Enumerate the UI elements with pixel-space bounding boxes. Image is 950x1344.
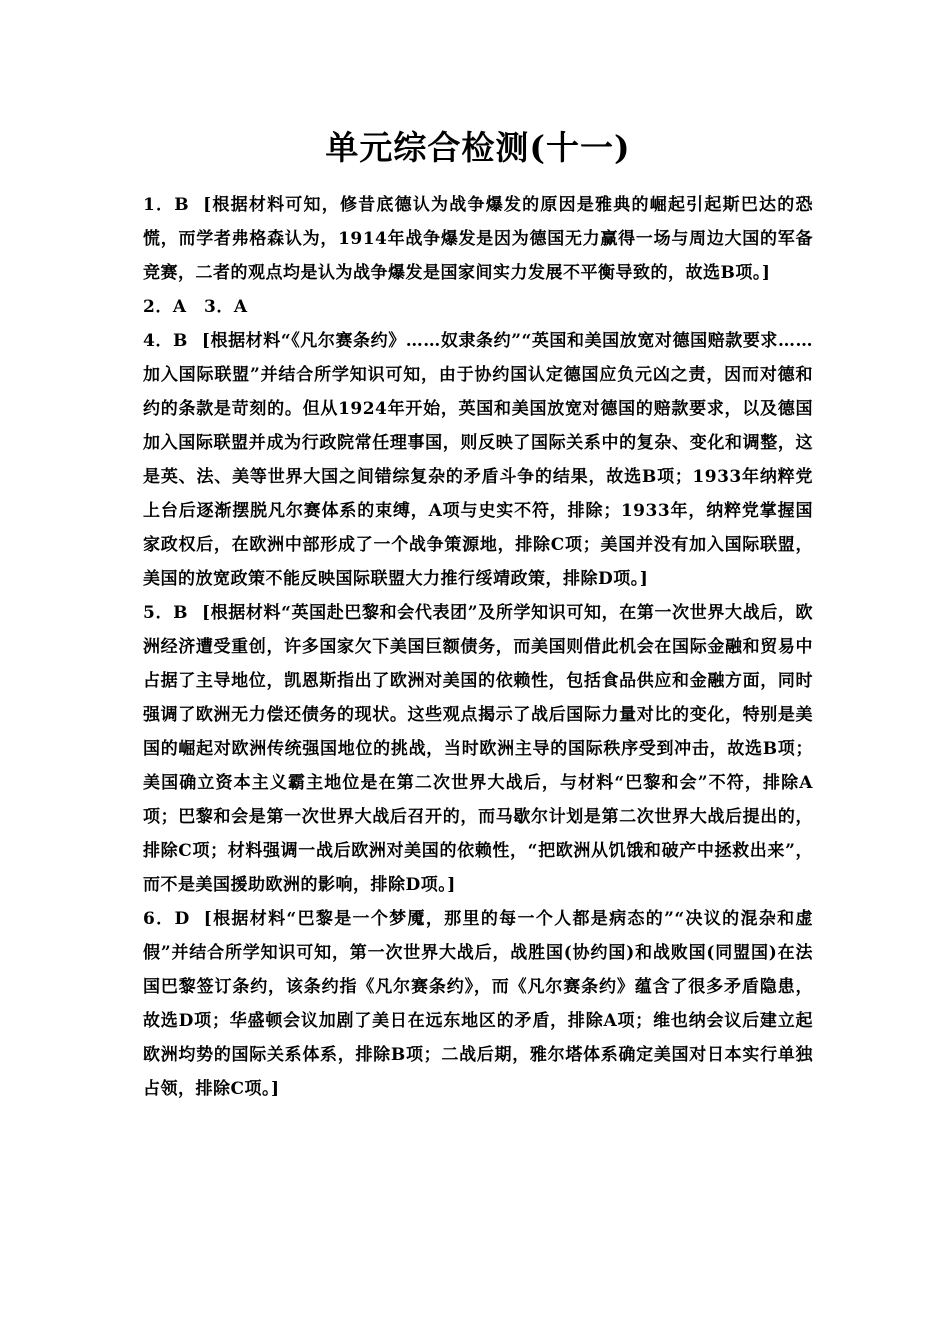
answer-number: 5．B [143, 603, 188, 623]
answer-5 [143, 596, 813, 902]
answer-number: 6．D [143, 909, 190, 929]
answer-4 [143, 324, 813, 596]
answer-number: 1．B [143, 195, 190, 215]
answer-number: 2．A 3．A [143, 297, 248, 317]
answer-number: 4．B [143, 331, 188, 351]
answer-text: [根据材料“《凡尔赛条约》……奴隶条约”“英国和美国放宽对德国赔款要求……加入国际联盟”并结合所学知识可知，由于协约国认定德国应负元凶之责，因而对德和约的条款是苛刻的。但从1924年开始，英国和美国放宽对德国的赔款要求，以及德国加入国际联盟并成为行政院常任理事国，则反映了国际关系中的复杂、变化和调整，这是英、法、美等世界大国之间错综复杂的矛盾斗争的结果，故选B项；1933年纳粹党上台后逐渐摆脱凡尔赛体系的束缚，A项与史实不符，排除；1933年，纳粹党掌握国家政权后，在欧洲中部形成了一个战争策源地，排除C项；美国并没有加入国际联盟，美国的放宽政策不能反映国际联盟大力推行绥靖政策，排除D项。] [143, 331, 813, 589]
answer-document [143, 118, 813, 1106]
answer-1 [143, 188, 813, 290]
page-title: 单元综合检测(十一) [325, 128, 631, 167]
answer-text: [根据材料可知，修昔底德认为战争爆发的原因是雅典的崛起引起斯巴达的恐慌，而学者弗格森认为，1914年战争爆发是因为德国无力赢得一场与周边大国的军备竞赛，二者的观点均是认为战争爆发是国家间实力发展不平衡导致的，故选B项。] [143, 195, 813, 283]
answer-text: [根据材料“英国赴巴黎和会代表团”及所学知识可知，在第一次世界大战后，欧洲经济遭受重创，许多国家欠下美国巨额债务，而美国则借此机会在国际金融和贸易中占据了主导地位，凯恩斯指出了欧洲对美国的依赖性，包括食品供应和金融方面，同时强调了欧洲无力偿还债务的现状。这些观点揭示了战后国际力量对比的变化，特别是美国的崛起对欧洲传统强国地位的挑战，当时欧洲主导的国际秩序受到冲击，故选B项；美国确立资本主义霸主地位是在第二次世界大战后，与材料“巴黎和会”不符，排除A项；巴黎和会是第一次世界大战后召开的，而马歇尔计划是第二次世界大战后提出的，排除C项；材料强调一战后欧洲对美国的依赖性，“把欧洲从饥饿和破产中拯救出来”，而不是美国援助欧洲的影响，排除D项。] [143, 603, 813, 895]
answer-2-3 [143, 290, 813, 324]
answer-6 [143, 902, 813, 1106]
answer-text: [根据材料“巴黎是一个梦魇，那里的每一个人都是病态的”“决议的混杂和虚假”并结合所学知识可知，第一次世界大战后，战胜国(协约国)和战败国(同盟国)在法国巴黎签订条约，该条约指《凡尔赛条约》，而《凡尔赛条约》蕴含了很多矛盾隐患，故选D项；华盛顿会议加剧了美日在远东地区的矛盾，排除A项；维也纳会议后建立起欧洲均势的国际关系体系，排除B项；二战后期，雅尔塔体系确定美国对日本实行单独占领，排除C项。] [143, 909, 813, 1099]
